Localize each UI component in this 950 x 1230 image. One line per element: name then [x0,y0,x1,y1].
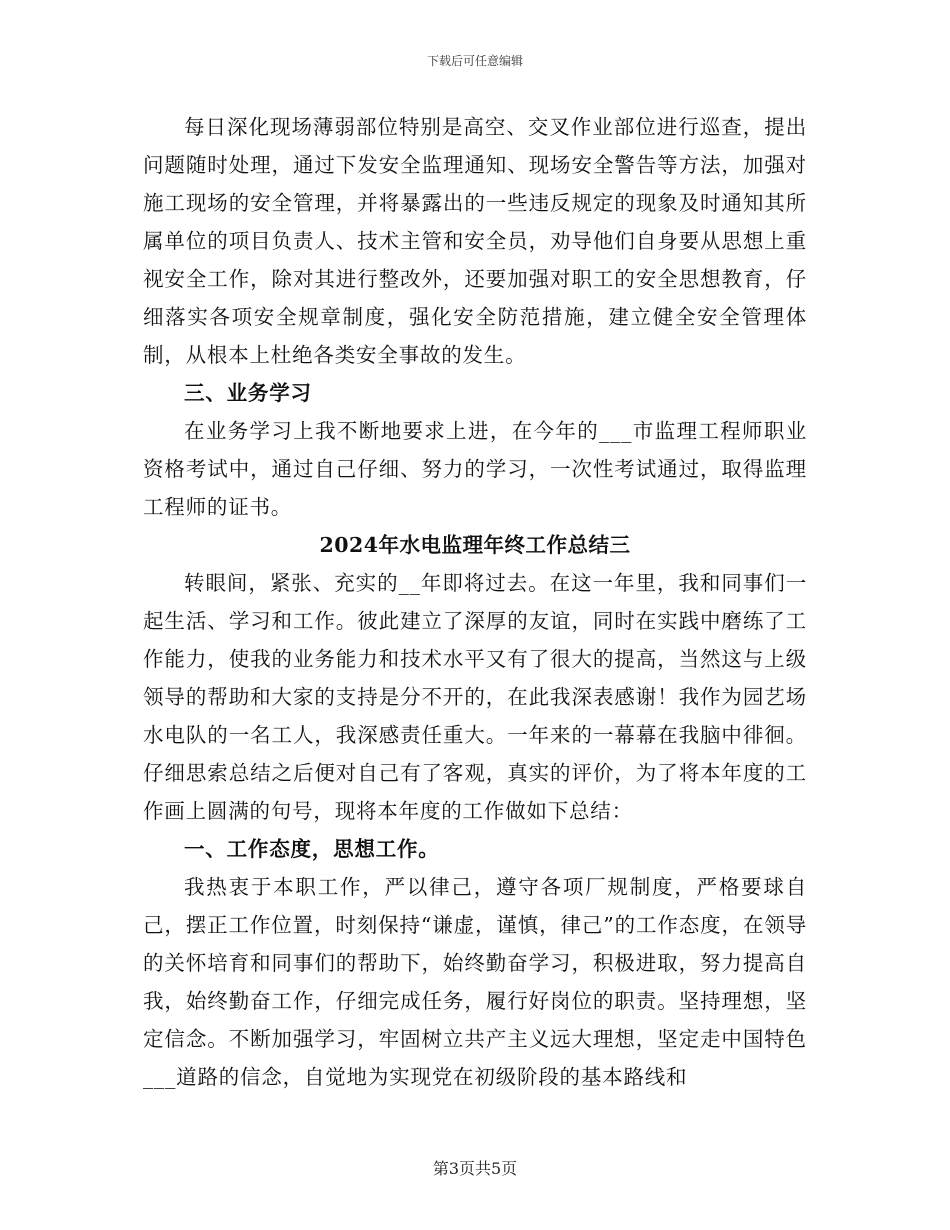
section-heading-work-attitude: 一、工作态度，思想工作。 [184,837,440,861]
paragraph-safety-inspection: 每日深化现场薄弱部位特别是高空、交叉作业部位进行巡查，提出问题随时处理，通过下发安全监理通知、现场安全警告等方法，加强对施工现场的安全管理，并将暴露出的一些违反规定的现象及时通知其所属单位的项目负责人、技术主管和安全员，劝导他们自身要从思想上重视安全工作，除对其进行整改外，还要加强对职工的安全思想教育，仔细落实各项安全规章制度，强化安全防范措施，建立健全安全管理体制，从根本上杜绝各类安全事故的发生。 [143,115,807,367]
document-body [143,108,807,1096]
header-note: 下载后可任意编辑 [426,54,523,68]
document-title: 2024年水电监理年终工作总结三 [319,533,631,557]
page-number: 第3页共5页 [432,1159,518,1178]
paragraph-business-study: 在业务学习上我不断地要求上进，在今年的___市监理工程师职业资格考试中，通过自己仔细、努力的学习，一次性考试通过，取得监理工程师的证书。 [143,419,807,519]
section-heading-business-study: 三、业务学习 [184,381,312,405]
paragraph-work-attitude: 我热衷于本职工作，严以律己，遵守各项厂规制度，严格要球自己，摆正工作位置，时刻保持“谦虚，谨慎，律己”的工作态度，在领导的关怀培育和同事们的帮助下，始终勤奋学习，积极进取，努力提高自我，始终勤奋工作，仔细完成任务，履行好岗位的职责。坚持理想，坚定信念。不断加强学习，牢固树立共产主义远大理想，坚定走中国特色___道路的信念，自觉地为实现党在初级阶段的基本路线和 [143,875,807,1089]
paragraph-intro: 转眼间，紧张、充实的__年即将过去。在这一年里，我和同事们一起生活、学习和工作。彼此建立了深厚的友谊，同时在实践中磨练了工作能力，使我的业务能力和技术水平又有了很大的提高，当然这与上级领导的帮助和大家的支持是分不开的，在此我深表感谢！我作为园艺场水电队的一名工人，我深感责任重大。一年来的一幕幕在我脑中徘徊。仔细思索总结之后便对自己有了客观，真实的评价，为了将本年度的工作画上圆满的句号，现将本年度的工作做如下总结： [143,571,807,823]
